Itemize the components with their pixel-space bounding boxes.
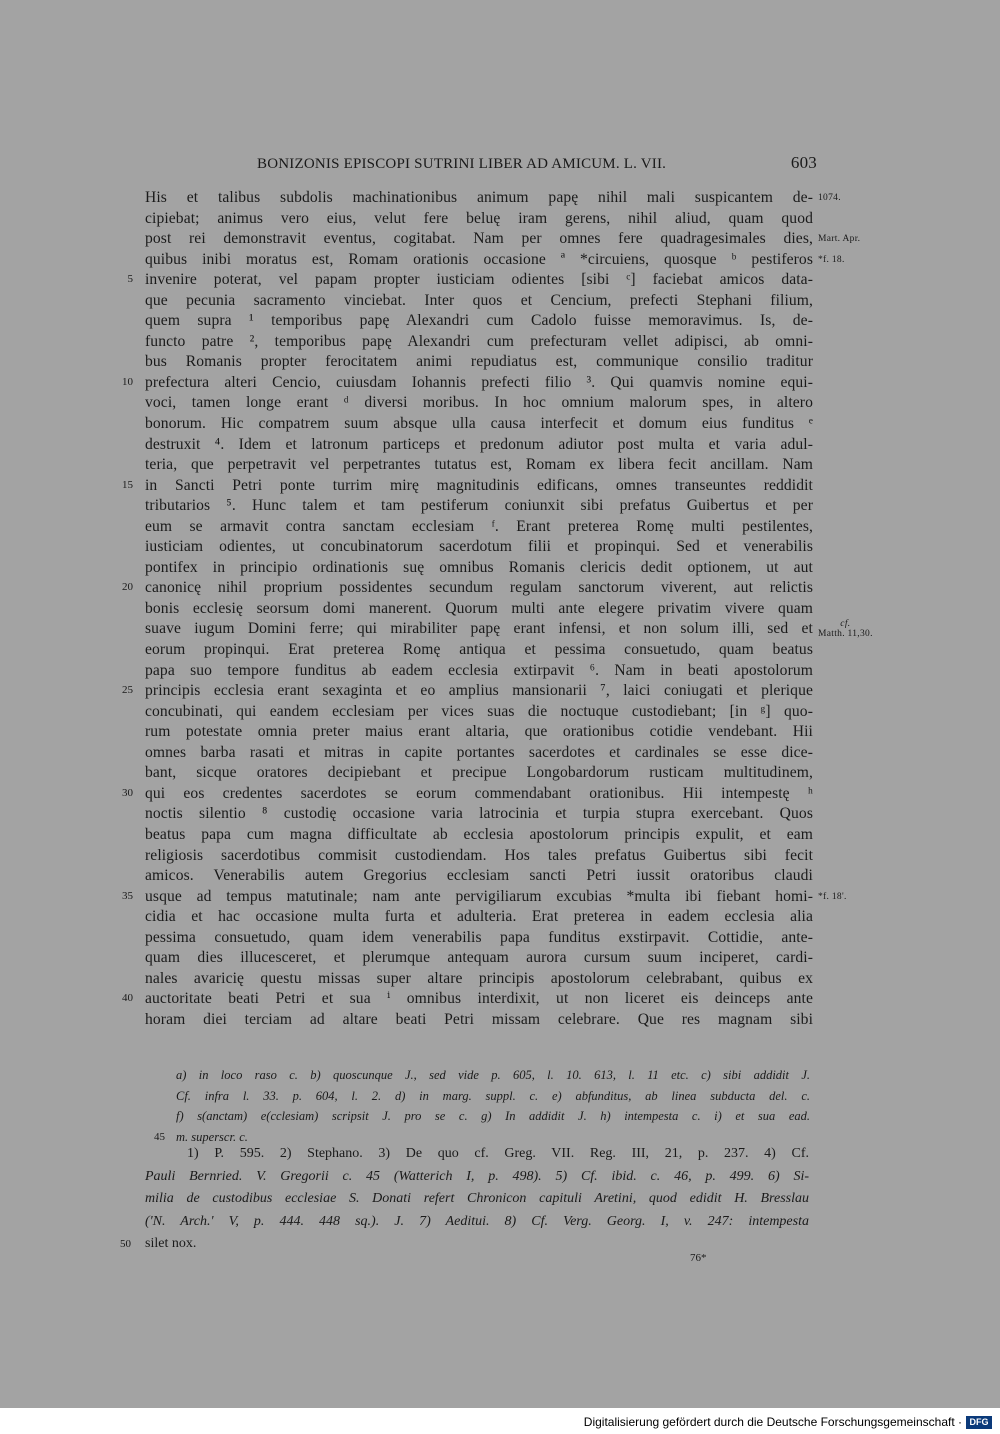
- text-line: noctis silentio ⁸ custodię occasione varia latrocinia et turpia stupra exercebant. Quos: [145, 805, 813, 823]
- text-line: tributarios ⁵. Hunc talem et tam pestiferum coniunxit sibi prefatus Guibertus et per: [145, 497, 813, 515]
- signature-mark: 76*: [690, 1252, 707, 1264]
- text-line: quem supra ¹ temporibus papę Alexandri cum Cadolo fuisse memoravimus. Is, de-: [145, 312, 813, 330]
- text-line: voci, tamen longe erant ᵈ diversi moribus. In hoc omnium malorum spes, in altero: [145, 394, 813, 412]
- line-number: 45: [154, 1131, 165, 1144]
- critical-note-line: f) s(anctam) e(cclesiam) scripsit J. pro se c. g) In addidit J. h) intempesta c. i) et sua ead.: [176, 1109, 810, 1124]
- critical-note-line: m. superscr. c.: [176, 1130, 248, 1145]
- text-line: prefectura alteri Cencio, cuiusdam Iohannis prefecti filio ³. Qui quamvis nomine equi-: [145, 373, 813, 391]
- text-line: beatus papa cum magna difficultate ab ecclesia apostolorum principis expulit, et eam: [145, 825, 813, 843]
- footnote-line: 1) P. 595. 2) Stephano. 3) De quo cf. Greg. VII. Reg. III, 21, p. 237. 4) Cf.: [187, 1146, 809, 1161]
- critical-note-line: a) in loco raso c. b) quoscunque J., sed vide p. 605, l. 10. 613, l. 11 etc. c) sibi addidit J.: [176, 1068, 810, 1082]
- text-line: pessima consuetudo, quam idem venerabilis papa funditus exstirpavit. Cottidie, ante-: [145, 928, 813, 946]
- footnote-line: milia de custodibus ecclesiae S. Donati refert Chronicon capituli Aretini, quod edidit H. Bresslau: [145, 1191, 809, 1206]
- text-line: eum se armavit contra sanctam ecclesiam ᶠ. Erant preterea Romę multi pestilentes,: [145, 517, 813, 535]
- text-line: cipiebat; animus vero eius, velut fere beluę iram gerens, nihil aliud, quam quod: [145, 209, 813, 227]
- text-line: amicos. Venerabilis autem Gregorius ecclesiam sancti Petri iussit oratoribus claudi: [145, 867, 813, 885]
- margin-note: Mart. Apr.: [818, 234, 861, 245]
- text-line: cidia et hac occasione multa furta et adulteria. Erat preterea in eadem ecclesia alia: [145, 908, 813, 926]
- text-line: auctoritate beati Petri et sua ⁱ omnibus interdixit, ut non liceret eis deinceps ante: [145, 990, 813, 1008]
- dfg-credit-text: Digitalisierung gefördert durch die Deutsche Forschungsgemeinschaft ·: [583, 1415, 962, 1429]
- critical-note-line: Cf. infra l. 33. p. 604, l. 2. d) in marg. suppl. c. e) abfunditus, ab linea subducta del. c.: [176, 1088, 810, 1103]
- text-line: His et talibus subdolis machinationibus animum papę nihil mali suspicantem de-: [145, 189, 813, 206]
- text-line: functo patre ², temporibus papę Alexandri cum prefecturam vellet adipisci, ab omni-: [145, 332, 813, 350]
- text-line: iusticiam odientes, ut concubinatorum sacerdotum filii et propinqui. Sed et venerabilis: [145, 538, 813, 556]
- margin-note: *f. 18'.: [818, 891, 847, 902]
- text-line: concubinati, qui eandem ecclesiam per vices suas die noctuque custodiebant; [in ᵍ] quo-: [145, 702, 813, 720]
- margin-note-citation: Matth. 11,30.: [818, 628, 873, 639]
- text-line: pontifex in principio ordinationis suę omnibus Romanis clericis dedit optionem, ut aut: [145, 558, 813, 576]
- text-line: principis ecclesia erant sexaginta et eo amplius mansionarii ⁷, laici coniugati et plerique: [145, 682, 813, 700]
- text-line: papa suo tempore funditus ab eadem ecclesia extirpavit ⁶. Nam in beati apostolorum: [145, 661, 813, 679]
- text-line: eorum propinqui. Erat preterea Romę antiqua et pessima consuetudo, quam beatus: [145, 641, 813, 659]
- text-line: quibus inibi moratus est, Romam orationis occasione ª *circuiens, quosque ᵇ pestiferos: [145, 250, 813, 268]
- text-line: quam dies illucesceret, et plerumque antequam aurora cursum suum inciperet, cardi-: [145, 949, 813, 967]
- text-line: religiosis sacerdotibus commisit custodiendam. Hos tales prefatus Guibertus sibi fecit: [145, 846, 813, 864]
- text-line: post rei demonstravit eventus, cogitabat. Nam per omnes fere quadragesimales dies,: [145, 230, 813, 248]
- line-number: 35: [122, 889, 133, 902]
- critical-apparatus: [154, 1065, 810, 1148]
- main-text: [122, 188, 873, 1030]
- text-line: usque ad tempus matutinale; nam ante pervigiliarum excubias *multa ibi fiebant homi-: [145, 887, 813, 905]
- page-number: 603: [790, 153, 817, 172]
- dfg-footer-bar: [0, 1408, 1000, 1434]
- text-line: in Sancti Petri ponte turrim mirę magnitudinis edificans, omnes transeuntes reddidit: [145, 476, 813, 494]
- text-line: bant, sicque oratores decipiebant et precipue Longobardorum rusticam multitudinem,: [145, 764, 813, 782]
- text-line: invenire poterat, vel papam propter iusticiam odientes [sibi ᶜ] faciebat amicos data-: [145, 271, 813, 289]
- line-number: 50: [120, 1238, 131, 1250]
- margin-note-cf: cf.: [840, 618, 851, 629]
- text-line: canonicę nihil proprium possidentes secundum regulam sanctorum viverent, aut relictis: [145, 579, 813, 597]
- line-number: 20: [122, 581, 133, 594]
- line-number: 10: [122, 375, 133, 388]
- text-line: bus Romanis propter ferocitatem animi repudiatus est, communique consilio traditur: [145, 353, 813, 371]
- text-line: nales avaricię questu missas super altare principis apostolorum celebrabant, quibus ex: [145, 969, 813, 987]
- line-number: 5: [127, 273, 133, 286]
- footnote-line: Pauli Bernried. V. Gregorii c. 45 (Watterich I, p. 498). 5) Cf. ibid. c. 46, p. 499. 6) Si-: [145, 1168, 809, 1184]
- text-line: bonorum. Hic compatrem suum absque ulla causa interfecit et domum eius funditus ᵉ: [145, 415, 813, 433]
- text-line: teria, que perpetravit vel perpetrantes tutatus est, Romam ex libera fecit ancillam. Nam: [145, 456, 813, 474]
- text-line: bonis ecclesię seorsum domi manerent. Quorum multi ante elegere privatim vivere quam: [145, 599, 813, 617]
- footnote-line: silet nox.: [145, 1236, 197, 1251]
- text-line: omnes barba rasati et mitras in capite portantes sacerdotes et cardinales se esse dice-: [145, 743, 813, 761]
- text-line: qui eos credentes sacerdotes se eorum commendabant orationibus. Hii intempestę ʰ: [145, 784, 813, 802]
- text-line: que pecunia sacramento vinciebat. Inter quos et Cencium, prefecti Stephani filium,: [145, 291, 813, 309]
- dfg-logo-icon: DFG: [966, 1416, 992, 1429]
- line-number: 15: [122, 478, 133, 491]
- text-line: rum potestate omnia preter maius erant altaria, que orationibus cotidie vendebant. Hii: [145, 723, 813, 741]
- text-line: suave iugum Domini ferre; qui mirabiliter papę erant infensi, et non solum illi, sed et: [145, 620, 813, 638]
- margin-note: *f. 18.: [818, 254, 845, 265]
- margin-note-reference: [818, 619, 873, 639]
- text-line: horam diei terciam ad altare beati Petri missam celebrare. Que res magnam sibi: [145, 1010, 813, 1028]
- line-number: 40: [122, 992, 133, 1005]
- footnote-line: ('N. Arch.' V, p. 444. 448 sq.). J. 7) Aeditui. 8) Cf. Verg. Georg. I, v. 247: intempesta: [145, 1213, 809, 1229]
- margin-note: 1074.: [818, 193, 841, 203]
- running-title: BONIZONIS EPISCOPI SUTRINI LIBER AD AMICUM. L. VII.: [257, 156, 667, 172]
- footnotes: [120, 1143, 809, 1256]
- line-number: 30: [122, 786, 133, 799]
- running-header: [145, 153, 817, 177]
- line-number: 25: [122, 684, 133, 697]
- text-line: destruxit ⁴. Idem et latronum particeps et predonum adiutor post multa et varia adul-: [145, 435, 813, 453]
